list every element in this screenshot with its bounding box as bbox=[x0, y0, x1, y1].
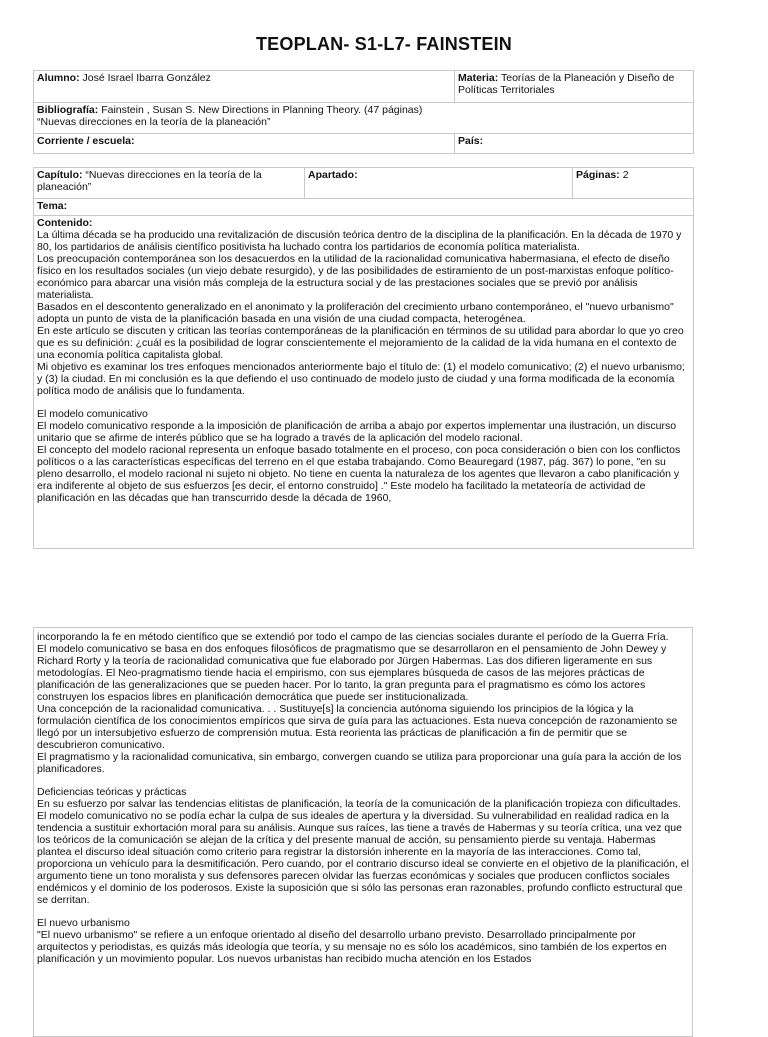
paginas-label: Páginas: bbox=[576, 169, 620, 181]
paragraph-spacer bbox=[37, 397, 690, 408]
continuation-content-box bbox=[33, 627, 693, 1037]
content-form-table bbox=[33, 167, 694, 549]
contenido-label: Contenido: bbox=[37, 217, 93, 229]
paragraph-spacer bbox=[37, 775, 689, 786]
paragraph: El modelo comunicativo bbox=[37, 408, 148, 420]
capitulo-label: Capítulo: bbox=[37, 169, 83, 181]
tema-label: Tema: bbox=[37, 200, 68, 212]
contenido-cell bbox=[34, 216, 694, 549]
alumno-label: Alumno: bbox=[37, 72, 80, 84]
paragraph-spacer bbox=[37, 906, 689, 917]
alumno-value: José Israel Ibarra González bbox=[82, 72, 211, 84]
document-title: TEOPLAN- S1-L7- FAINSTEIN bbox=[255, 34, 512, 54]
paragraph: El concepto del modelo racional representa un enfoque basado totalmente en el proceso, con poca consideración o bien con los conflictos políticos o a las características específicas del terreno en el que estaba trabajando. Como Beauregard (1987, pág. 367) lo pone, "en su pleno desarrollo, el modelo racional ni sujeto ni objeto. No tiene en cuenta la naturaleza de los agentes que llevaron a cabo planificación y era indiferente al objeto de sus esfuerzos [es decir, el entorno construido] ." Este modelo ha facilitado la metateoría de actividad de planificación en las décadas que han transcurrido desde la década de 1960, bbox=[37, 444, 681, 504]
bibliografia-cell bbox=[34, 103, 694, 134]
contenido-body bbox=[37, 229, 690, 504]
bibliografia-value-title: “Nuevas direcciones en la teoría de la planeación” bbox=[37, 116, 271, 128]
pais-label: País: bbox=[458, 135, 484, 147]
paragraph: Deficiencias teóricas y prácticas bbox=[37, 786, 187, 798]
paragraph: "El nuevo urbanismo" se refiere a un enfoque orientado al diseño del desarrollo urbano previsto. Desarrollado principalmente por arquitectos y periodistas, es quizás más ideología que teoría, y su mensaje no es sólo los académicos, sino también de los expertos en planificación y un movimiento popular. Los nuevos urbanistas han recibido mucha atención en los Estados bbox=[37, 929, 667, 965]
paragraph: Mi objetivo es examinar los tres enfoques mencionados anteriormente bajo el título de: (1) el modelo comunicativo; (2) el nuevo urbanismo; y (3) la ciudad. En mi conclusión es la que defiendo el uso continuado de modelo justo de ciudad y una forma modificada de la economía política modo de análisis que lo fundamenta. bbox=[37, 361, 685, 397]
materia-value: Teorías de la Planeación y Diseño de Políticas Territoriales bbox=[458, 72, 675, 96]
corriente-cell bbox=[34, 134, 455, 154]
paragraph: En este artículo se discuten y critican las teorías contemporáneas de la planificación en términos de su utilidad para abordar lo que yo creo que es su definición: ¿cuál es la posibilidad de lograr conscientemente el mejoramiento de la calidad de la vida humana en el contexto de una economía política capitalista global. bbox=[37, 325, 684, 361]
paragraph: incorporando la fe en método científico que se extendió por todo el campo de las ciencias sociales durante el período de la Guerra Fría. bbox=[37, 631, 669, 643]
paragraph: El modelo comunicativo responde a la imposición de planificación de arriba a abajo por expertos implementar una ilustración, un discurso unitario que se afirme de interés público que se ha logrado a través de la aplicación del modelo racional. bbox=[37, 420, 677, 444]
paragraph: El pragmatismo y la racionalidad comunicativa, sin embargo, convergen cuando se utiliza para proporcionar una guía para la acción de los planificadores. bbox=[37, 751, 682, 775]
bibliografia-label: Bibliografía: bbox=[37, 104, 99, 116]
materia-cell bbox=[455, 71, 694, 103]
alumno-cell bbox=[34, 71, 455, 103]
capitulo-value: “Nuevas direcciones en la teoría de la planeación” bbox=[37, 169, 262, 193]
corriente-label: Corriente / escuela: bbox=[37, 135, 135, 147]
paragraph: El nuevo urbanismo bbox=[37, 917, 130, 929]
paragraph: La última década se ha producido una revitalización de discusión teórica dentro de la disciplina de la planificación. En la década de 1970 y 80, los partidarios de análisis científico positivista ha luchado contra los partidarios de economía política materialista. bbox=[37, 229, 682, 253]
bibliografia-value: Fainstein , Susan S. New Directions in Planning Theory. (47 páginas) bbox=[101, 104, 423, 116]
header-form-table bbox=[33, 70, 694, 154]
materia-label: Materia: bbox=[458, 72, 499, 84]
paragraph: Basados en el descontento generalizado en el anonimato y la proliferación del crecimiento urbano contemporáneo, el "nuevo urbanismo" adopta un punto de vista de la planificación basada en una visión de una ciudad compacta, heterogénea. bbox=[37, 301, 674, 325]
capitulo-cell bbox=[34, 168, 305, 199]
apartado-cell bbox=[305, 168, 573, 199]
paginas-cell bbox=[573, 168, 694, 199]
paragraph: Los preocupación contemporánea son los desacuerdos en la utilidad de la racionalidad comunicativa habermasiana, el efecto de diseño físico en los resultados sociales (un viejo debate resurgido), y de las posibilidades de estiramiento de un post-marxistas enfoque político-económico para abarcar una visión más compleja de la estructura social y de las prestaciones sociales que se previó por análisis materialista. bbox=[37, 253, 674, 301]
tema-cell bbox=[34, 199, 694, 216]
paragraph: En su esfuerzo por salvar las tendencias elitistas de planificación, la teoría de la comunicación de la planificación tropieza con dificultades. El modelo comunicativo no se podía echar la culpa de sus ideales de apertura y la diversidad. Su vulnerabilidad en realidad radica en la tendencia a sustituir exhortación moral para su análisis. Aunque sus raíces, las tiene a través de Habermas y su teoría crítica, una vez que los teóricos de la comunicación se alejan de la crítica y del presente manual de acción, su pensamiento pierde su ventaja. Habermas plantea el discurso ideal situación como criterio para registrar la distorsión inherente en la mayoría de las interacciones. Como tal, proporciona un vehículo para la desmitificación. Pero cuando, por el contrario discurso ideal se convierte en el objetivo de la planificación, el argumento tiene un tono moralista y sus defensores parecen olvidar las fuerzas económicas y sociales que producen conflictos sociales endémicos y el dominio de los poderosos. Existe la suposición que si sólo las personas eran razonables, profundo conflicto estructural que se derritan. bbox=[37, 798, 689, 906]
continuation-body bbox=[37, 631, 689, 965]
pais-cell bbox=[455, 134, 694, 154]
paginas-value: 2 bbox=[622, 169, 629, 181]
apartado-label: Apartado: bbox=[308, 169, 358, 181]
paragraph: El modelo comunicativo se basa en dos enfoques filosóficos de pragmatismo que se desarrollaron en el pensamiento de John Dewey y Richard Rorty y la teoría de racionalidad comunicativa que fue elaborado por Jürgen Habermas. Las dos difieren ligeramente en sus metodologías. El Neo-pragmatismo tiende hacia el empirismo, con sus ejemplares búsqueda de casos de las mejores prácticas de planificación de las generalizaciones que se pueden hacer. Por lo tanto, la gran pregunta para el pragmatismo es cómo los actores construyen los espacios libres en planificación democrática que puede ser institucionalizada. bbox=[37, 643, 667, 703]
paragraph: Una concepción de la racionalidad comunicativa. . . Sustituye[s] la conciencia autónoma siguiendo los principios de la lógica y la formulación científica de los conocimientos empíricos que sirva de guía para las actuaciones. Esta nueva concepción de razonamiento se llegó por un intersubjetivo esfuerzo de comprensión mutua. Esta reorienta las prácticas de planificación a fin de permitir que se descubrieron comunicativo. bbox=[37, 703, 678, 751]
